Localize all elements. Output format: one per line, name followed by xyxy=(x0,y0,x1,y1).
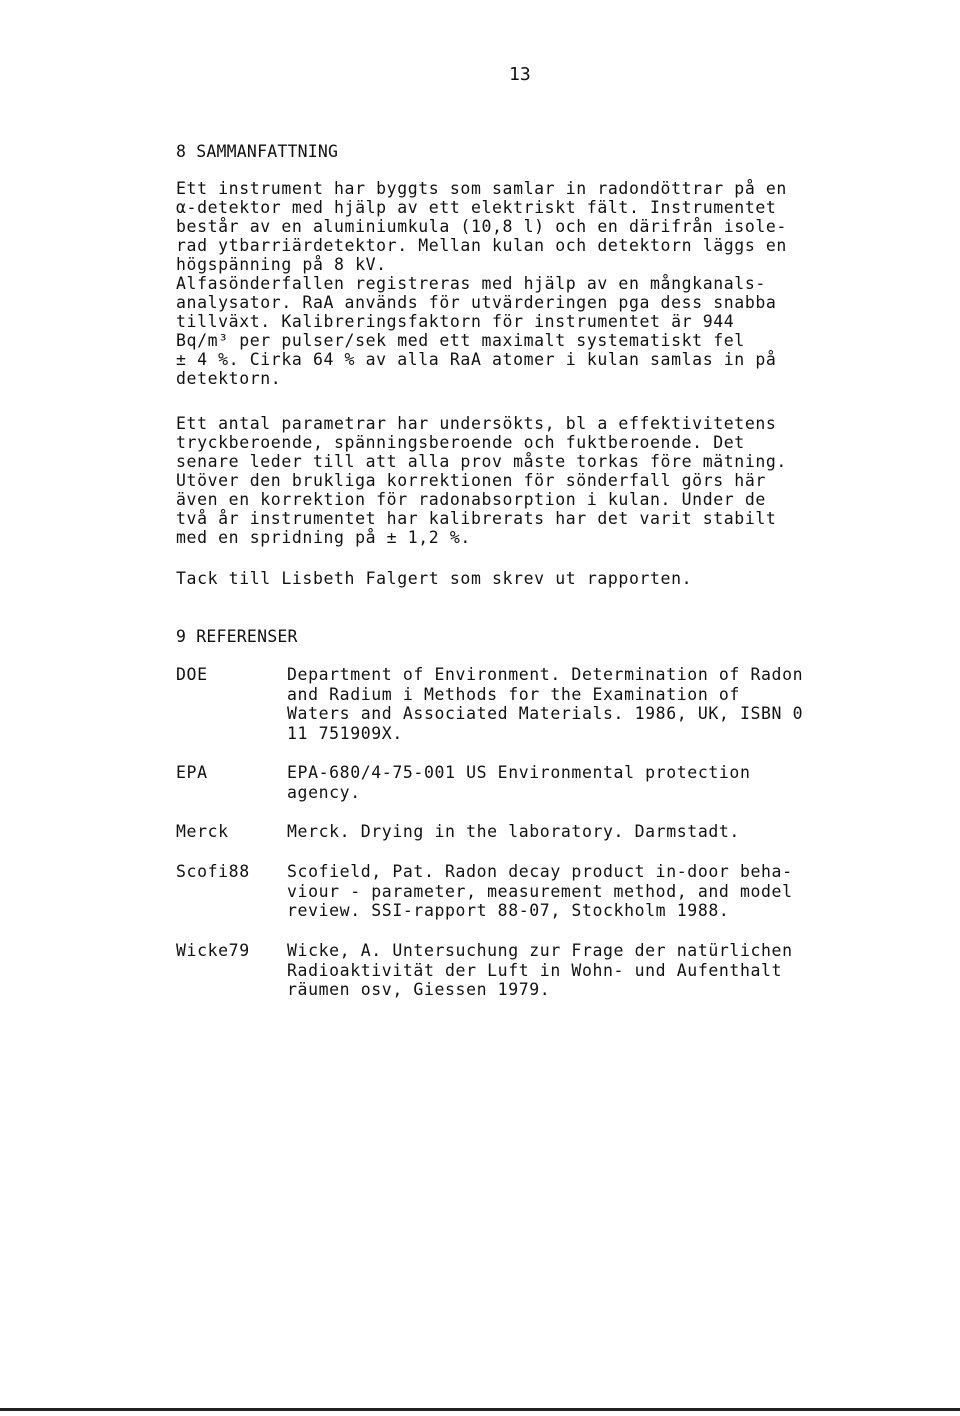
reference-text: EPA-680/4-75-001 US Environmental protection agency. xyxy=(287,763,751,802)
summary-paragraph-2: Ett antal parametrar har undersökts, bl a effektivitetens tryckberoende, spänningsberoende och fuktberoende. Det senare leder till att alla prov måste torkas före mätning. Utöver den brukliga korrektionen för sönderfall görs här även en korrektion för radonabsorption i kulan. Under de två år instrumentet har kalibrerats har det varit stabilt med en spridning på ± 1,2 %. xyxy=(176,414,787,547)
section-heading-references: 9 REFERENSER xyxy=(176,627,298,646)
acknowledgement-paragraph: Tack till Lisbeth Falgert som skrev ut rapporten. xyxy=(176,569,693,588)
summary-paragraph-1: Ett instrument har byggts som samlar in radondöttrar på en α-detektor med hjälp av ett elektriskt fält. Instrumentet består av en aluminiumkula (10,8 l) och en därifrån isole- rad ytbarriärdetektor. Mellan kulan och detektorn läggs en högspänning på 8 kV. Alfasönderfallen registreras med hjälp av en mångkanals- analysator. RaA används för utvärderingen pga dess snabba tillväxt. Kalibreringsfaktorn för instrumentet är 944 Bq/m³ per pulser/sek med ett maximalt systematiskt fel ± 4 %. Cirka 64 % av alla RaA atomer i kulan samlas in på detektorn. xyxy=(176,179,787,388)
section-heading-summary: 8 SAMMANFATTNING xyxy=(176,142,339,161)
reference-text: Wicke, A. Untersuchung zur Frage der natürlichen Radioaktivität der Luft in Wohn- und Aufenthalt räumen osv, Giessen 1979. xyxy=(287,941,793,999)
page-bottom-rule xyxy=(0,1408,960,1411)
page-number: 13 xyxy=(509,64,531,85)
reference-key: Merck xyxy=(176,822,229,841)
reference-key: Wicke79 xyxy=(176,941,250,960)
reference-text: Merck. Drying in the laboratory. Darmstadt. xyxy=(287,822,740,841)
reference-key: Scofi88 xyxy=(176,862,250,881)
reference-key: DOE xyxy=(176,665,208,684)
reference-text: Scofield, Pat. Radon decay product in-door beha- viour - parameter, measurement method, and model review. SSI-rapport 88-07, Stockholm 1988. xyxy=(287,862,793,920)
reference-text: Department of Environment. Determination of Radon and Radium i Methods for the Examination of Waters and Associated Materials. 1986, UK, ISBN 0 11 751909X. xyxy=(287,665,804,743)
reference-key: EPA xyxy=(176,763,208,782)
